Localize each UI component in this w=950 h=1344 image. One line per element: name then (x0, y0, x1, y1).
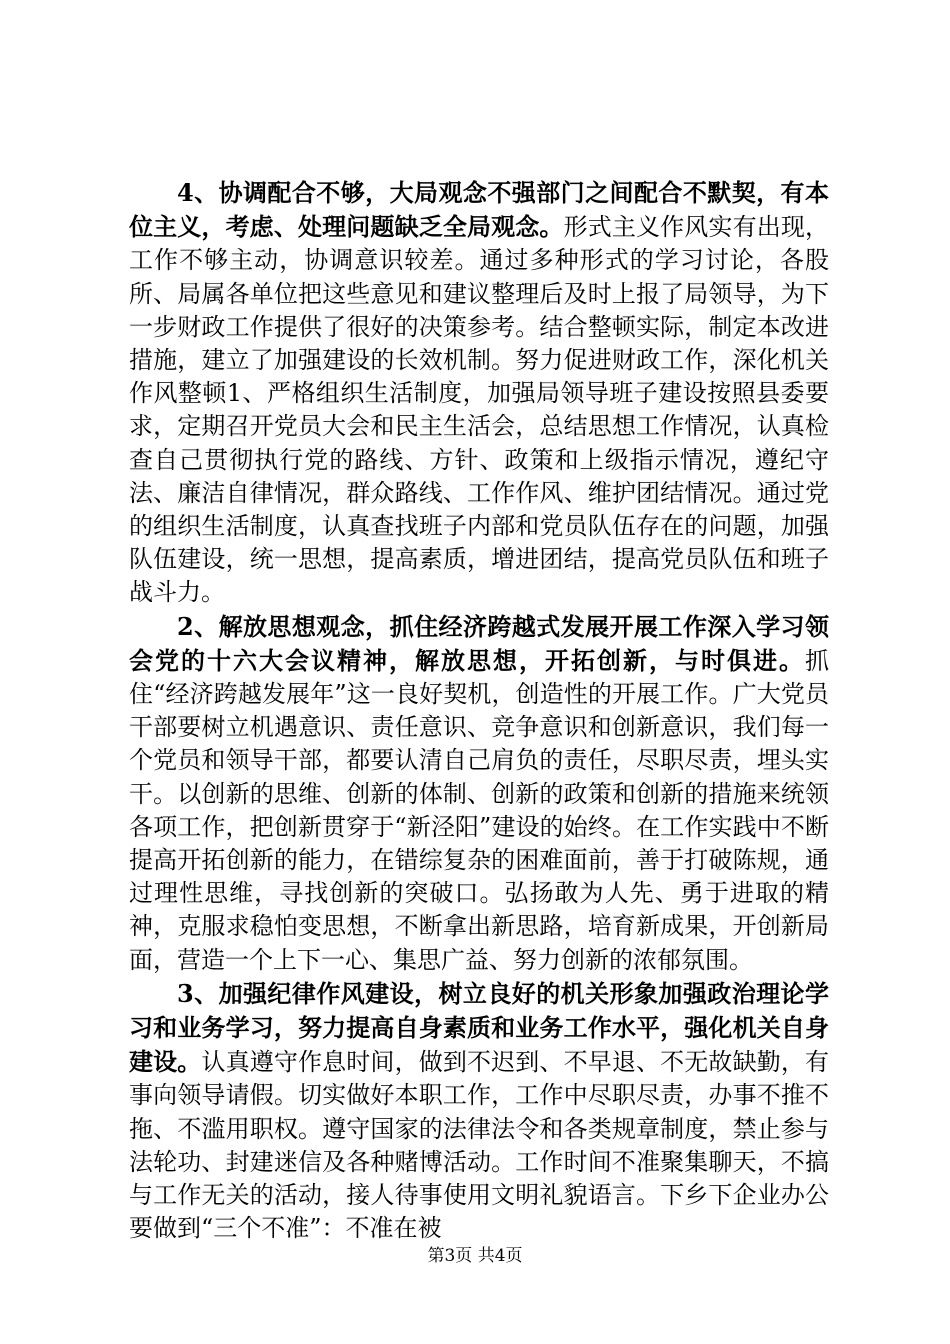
paragraph-coordination (129, 176, 829, 610)
paragraph-heading: 4、协调配合不够，大局观念不强部门之间配合不默契，有本位主义，考虑、处理问题缺乏全局观念。 (129, 178, 829, 242)
paragraph-heading: 2、解放思想观念，抓住经济跨越式发展开展工作深入学习领会党的十六大会议精神，解放思想，开拓创新，与时俱进。 (129, 611, 829, 675)
paragraph-emancipate-thinking (129, 610, 829, 977)
paragraph-heading: 3、加强纪律作风建设，树立良好的机关形象加强政治理论学习和业务学习，努力提高自身素质和业务工作水平，强化机关自身建设。 (129, 978, 829, 1077)
paragraph-text: 抓住“经济跨越发展年”这一良好契机，创造性的开展工作。广大党员干部要树立机遇意识、责任意识、竞争意识和创新意识，我们每一个党员和领导干部，都要认清自己肩负的责任，尽职尽责，埋头实干。以创新的思维、创新的体制、创新的政策和创新的措施来统领各项工作，把创新贯穿于“新泾阳”建设的始终。在工作实践中不断提高开拓创新的能力，在错综复杂的困难面前，善于打破陈规，通过理性思维，寻找创新的突破口。弘扬敢为人先、勇于进取的精神，克服求稳怕变思想，不断拿出新思路，培育新成果，开创新局面，营造一个上下一心、集思广益、努力创新的浓郁氛围。 (129, 646, 829, 974)
document-body (129, 176, 829, 1246)
paragraph-text: 认真遵守作息时间，做到不迟到、不早退、不无故缺勤，有事向领导请假。切实做好本职工作，工作中尽职尽责，办事不推不拖、不滥用职权。遵守国家的法律法令和各类规章制度，禁止参与法轮功、封建迷信及各种赌博活动。工作时间不准聚集聊天，不搞与工作无关的活动，接人待事使用文明礼貌语言。下乡下企业办公要做到“三个不准”：不准在被 (129, 1048, 830, 1243)
paragraph-discipline (129, 977, 829, 1246)
paragraph-text: 形式主义作风实有出现，工作不够主动，协调意识较差。通过多种形式的学习讨论，各股所、局属各单位把这些意见和建议整理后及时上报了局领导，为下一步财政工作提供了很好的决策参考。结合整顿实际，制定本改进措施，建立了加强建设的长效机制。努力促进财政工作，深化机关作风整顿1、严格组织生活制度，加强局领导班子建设按照县委要求，定期召开党员大会和民主生活会，总结思想工作情况，认真检查自己贯彻执行党的路线、方针、政策和上级指示情况，遵纪守法、廉洁自律情况，群众路线、工作作风、维护团结情况。通过党的组织生活制度，认真查找班子内部和党员队伍存在的问题，加强队伍建设，统一思想，提高素质，增进团结，提高党员队伍和班子战斗力。 (129, 213, 830, 607)
page-number-footer: 第3页 共4页 (427, 1246, 523, 1266)
